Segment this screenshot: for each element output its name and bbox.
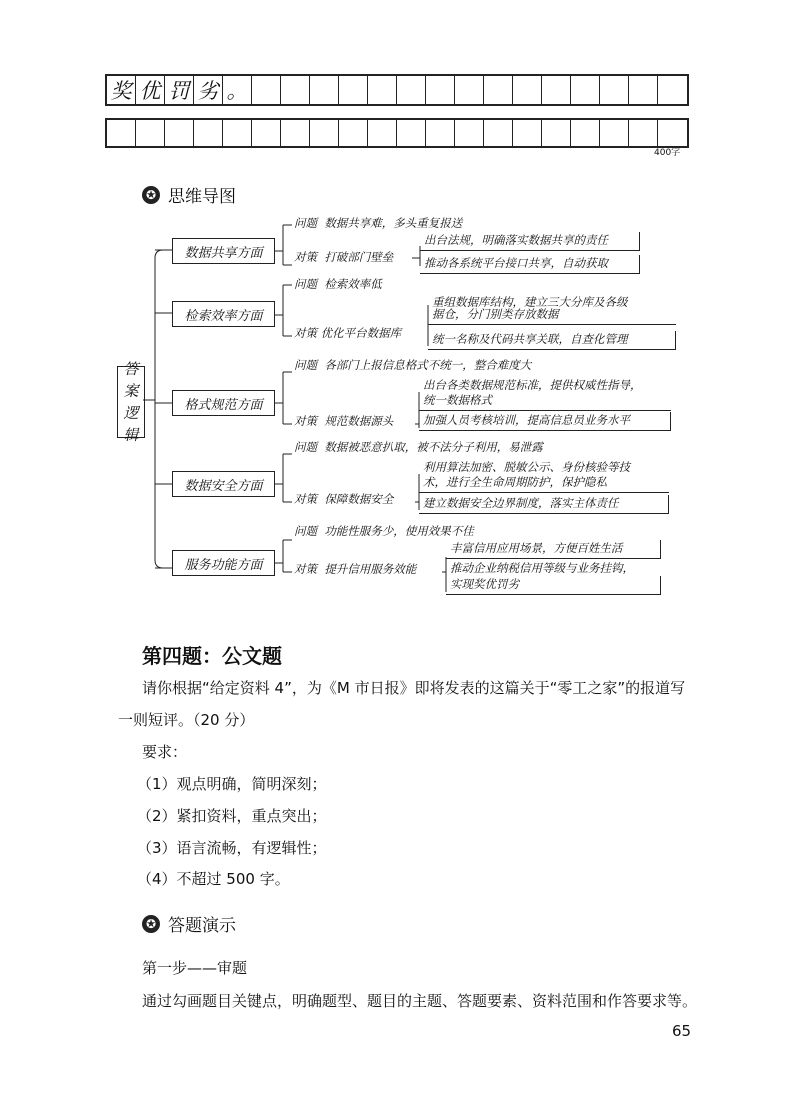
grid-cell: 。 [223, 76, 252, 104]
measure-text: 优化平台数据库 [320, 326, 402, 340]
step-title: 第一步——审题 [142, 959, 248, 977]
mindmap-topic: 格式规范方面 [172, 390, 275, 416]
requirement-item: （2）紧扣资料，重点突出； [137, 807, 327, 825]
mindmap-root-char: 辑 [123, 426, 139, 444]
mindmap-leaf: 统一数据格式 [419, 392, 671, 411]
page-number: 65 [672, 1022, 692, 1040]
mindmap-heading-text: 思维导图 [168, 187, 236, 207]
problem-tag: 问题 [294, 358, 317, 372]
grid-cell: 奖 [107, 76, 136, 104]
star-badge-icon: ✪ [142, 186, 160, 204]
grid-cell: 劣 [194, 76, 223, 104]
mindmap-leaf: 术，进行全生命周期防护，保护隐私 [419, 474, 669, 493]
demo-heading [142, 911, 236, 936]
mindmap-topic: 数据共享方面 [172, 238, 275, 264]
measure-tag: 对策 [294, 326, 317, 340]
mindmap-leaf: 丰富信用应用场景，方便百姓生活 [446, 540, 661, 559]
mindmap-measure [294, 326, 401, 340]
problem-tag: 问题 [294, 524, 317, 538]
mindmap-problem [294, 216, 462, 230]
problem-text: 功能性服务少，使用效果不佳 [324, 524, 474, 538]
problem-tag: 问题 [294, 216, 317, 230]
measure-tag: 对策 [294, 492, 317, 506]
measure-tag: 对策 [294, 562, 317, 576]
mindmap-root [117, 360, 145, 444]
mindmap-leaf-line: 出台各类数据规范标准，提供权威性指导， [423, 378, 642, 392]
grid-cell: 罚 [165, 76, 194, 104]
requirement-item: （4）不超过 500 字。 [137, 870, 290, 888]
measure-tag: 对策 [294, 414, 317, 428]
question-prompt-line: 请你根据“给定资料 4”，为《M 市日报》即将发表的这篇关于“零工之家”的报道写 [142, 679, 686, 697]
problem-text: 检索效率低 [324, 277, 382, 291]
mindmap-leaf: 实现奖优罚劣 [446, 576, 661, 595]
mindmap-problem [294, 277, 382, 291]
requirement-item: （3）语言流畅，有逻辑性； [137, 839, 327, 857]
grid-cell: 优 [136, 76, 165, 104]
mindmap-leaf: 统一名称及代码共享关联，自查化管理 [428, 331, 676, 350]
mindmap-measure [294, 492, 393, 506]
mindmap-problem [294, 440, 543, 454]
problem-tag: 问题 [294, 277, 317, 291]
mindmap-root-char: 逻 [123, 404, 139, 422]
demo-heading-text: 答题演示 [168, 916, 236, 936]
mindmap-root-char: 答 [123, 360, 139, 378]
mindmap-leaf: 推动各系统平台接口共享，自动获取 [420, 255, 640, 274]
mindmap-measure [294, 562, 416, 576]
mindmap-topic: 检索效率方面 [172, 301, 275, 327]
mindmap-leaf-line: 重组数据库结构，建立三大分库及各级 [432, 295, 628, 309]
mindmap-topic: 服务功能方面 [172, 550, 275, 576]
measure-text: 提升信用服务效能 [324, 562, 417, 576]
mindmap-leaf: 加强人员考核培训，提高信息员业务水平 [419, 412, 671, 431]
step-text: 通过勾画题目关键点，明确题型、题目的主题、答题要素、资料范围和作答要求等。 [142, 992, 698, 1010]
question-prompt-line: 一则短评。（20 分） [118, 711, 255, 729]
mindmap-measure [294, 250, 393, 264]
mindmap-leaf: 建立数据安全边界制度，落实主体责任 [419, 495, 669, 514]
mindmap-leaf: 出台法规，明确落实数据共享的责任 [420, 232, 640, 251]
problem-tag: 问题 [294, 440, 317, 454]
star-badge-icon: ✪ [142, 915, 160, 933]
mindmap-problem [294, 524, 474, 538]
problem-text: 数据被恶意扒取，被不法分子利用，易泄露 [324, 440, 543, 454]
measure-text: 规范数据源头 [324, 414, 394, 428]
mindmap-leaf-line: 推动企业纳税信用等级与业务挂钩， [450, 561, 634, 575]
mindmap-topic: 数据安全方面 [172, 471, 275, 497]
question-title: 第四题：公文题 [142, 644, 282, 668]
mindmap-root-char: 案 [123, 382, 139, 400]
mindmap-leaf-line: 利用算法加密、脱敏公示、身份核验等技 [423, 460, 630, 474]
requirements-label: 要求： [142, 743, 188, 761]
problem-text: 各部门上报信息格式不统一，整合难度大 [324, 358, 532, 372]
mindmap-leaf: 据仓，分门别类存放数据 [428, 306, 676, 325]
requirement-item: （1）观点明确，简明深刻； [137, 775, 327, 793]
measure-text: 保障数据安全 [324, 492, 394, 506]
word-count-label: 400字 [654, 148, 681, 158]
measure-text: 打破部门壁垒 [324, 250, 394, 264]
problem-text: 数据共享难，多头重复报送 [324, 216, 463, 230]
mindmap-problem [294, 358, 531, 372]
mindmap-measure [294, 414, 393, 428]
measure-tag: 对策 [294, 250, 317, 264]
